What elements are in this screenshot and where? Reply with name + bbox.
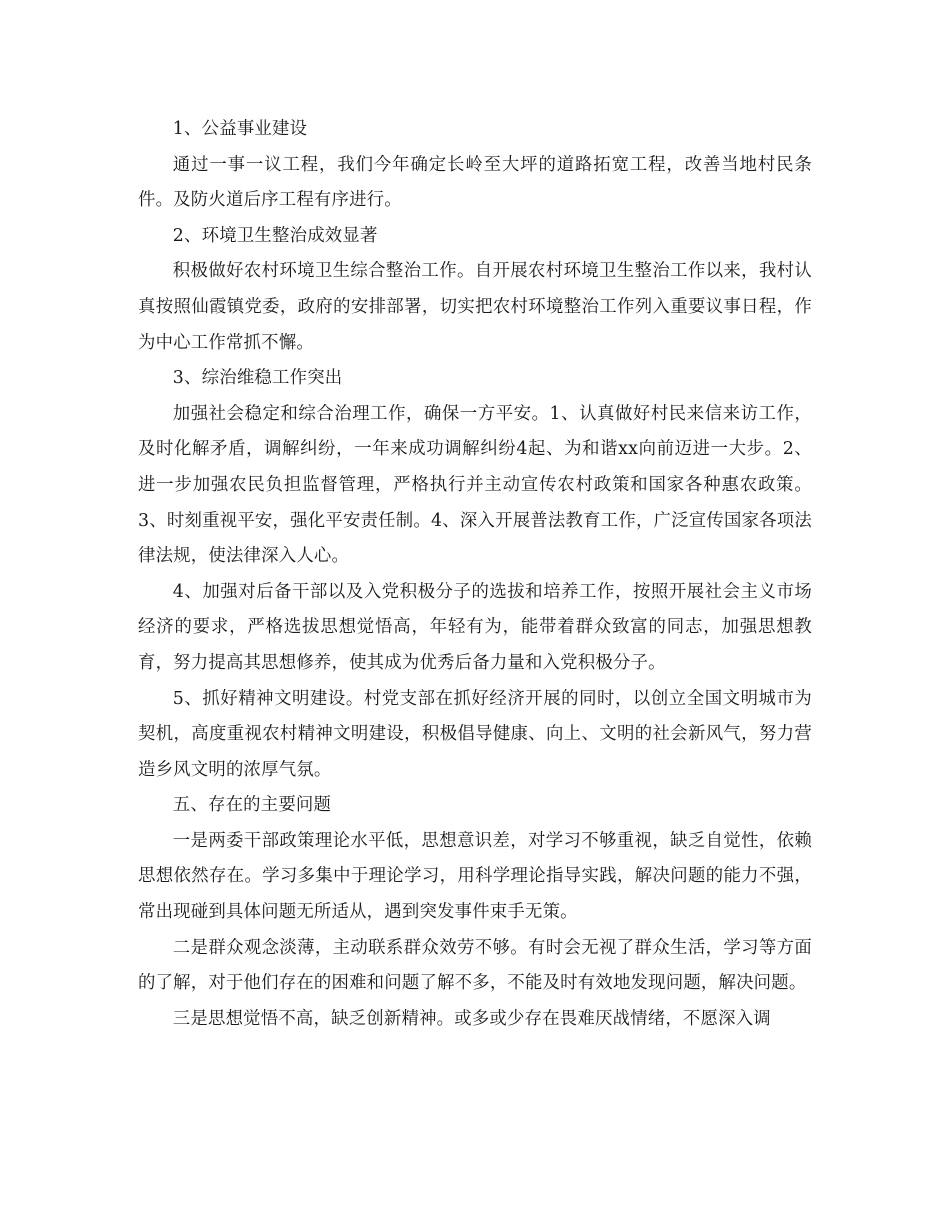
- paragraph-reserve-cadres: 4、加强对后备干部以及入党积极分子的选拔和培养工作，按照开展社会主义市场经济的要求，严格选拔思想觉悟高，年轻有为，能带着群众致富的同志，加强思想教育，努力提高其思想修养，使其成为优秀后备力量和入党积极分子。: [138, 581, 812, 673]
- paragraph-problem-three: 三是思想觉悟不高，缺乏创新精神。或多或少存在畏难厌战情绪，不愿深入调: [172, 1008, 771, 1029]
- paragraph-problem-two: 二是群众观念淡薄，主动联系群众效劳不够。有时会无视了群众生活，学习等方面的了解，对于他们存在的困难和问题了解不多，不能及时有效地发现问题，解决问题。: [138, 937, 812, 994]
- section-heading-environment: 2、环境卫生整治成效显著: [172, 225, 378, 246]
- paragraph-problem-one: 一是两委干部政策理论水平低，思想意识差，对学习不够重视，缺乏自觉性，依赖思想依然存在。学习多集中于理论学习，用科学理论指导实践，解决问题的能力不强，常出现碰到具体问题无所适从，遇到突发事件束手无策。: [138, 830, 812, 923]
- section-heading-stability: 3、综治维稳工作突出: [172, 368, 343, 389]
- paragraph-stability: 加强社会稳定和综合治理工作，确保一方平安。1、认真做好村民来信来访工作，及时化解矛盾，调解纠纷，一年来成功调解纠纷4起、为和谐xx向前迈进一大步。2、进一步加强农民负担监督管理，严格执行并主动宣传农村政策和国家各种惠农政策。3、时刻重视平安，强化平安责任制。4、深入开展普法教育工作，广泛宣传国家各项法律法规，使法律深入人心。: [138, 403, 812, 567]
- section-heading-problems: 五、存在的主要问题: [172, 795, 332, 816]
- paragraph-road-project: 通过一事一议工程，我们今年确定长岭至大坪的道路拓宽工程，改善当地村民条件。及防火道后序工程有序进行。: [138, 154, 812, 211]
- paragraph-civilization: 5、抓好精神文明建设。村党支部在抓好经济开展的同时，以创立全国文明城市为契机，高度重视农村精神文明建设，积极倡导健康、向上、文明的社会新风气，努力营造乡风文明的浓厚气氛。: [138, 688, 812, 780]
- paragraph-environment: 积极做好农村环境卫生综合整治工作。自开展农村环境卫生整治工作以来，我村认真按照仙霞镇党委，政府的安排部署，切实把农村环境整治工作列入重要议事日程，作为中心工作常抓不懈。: [138, 261, 812, 353]
- section-heading-public-welfare: 1、公益事业建设: [172, 119, 308, 139]
- document-page: [138, 112, 812, 1037]
